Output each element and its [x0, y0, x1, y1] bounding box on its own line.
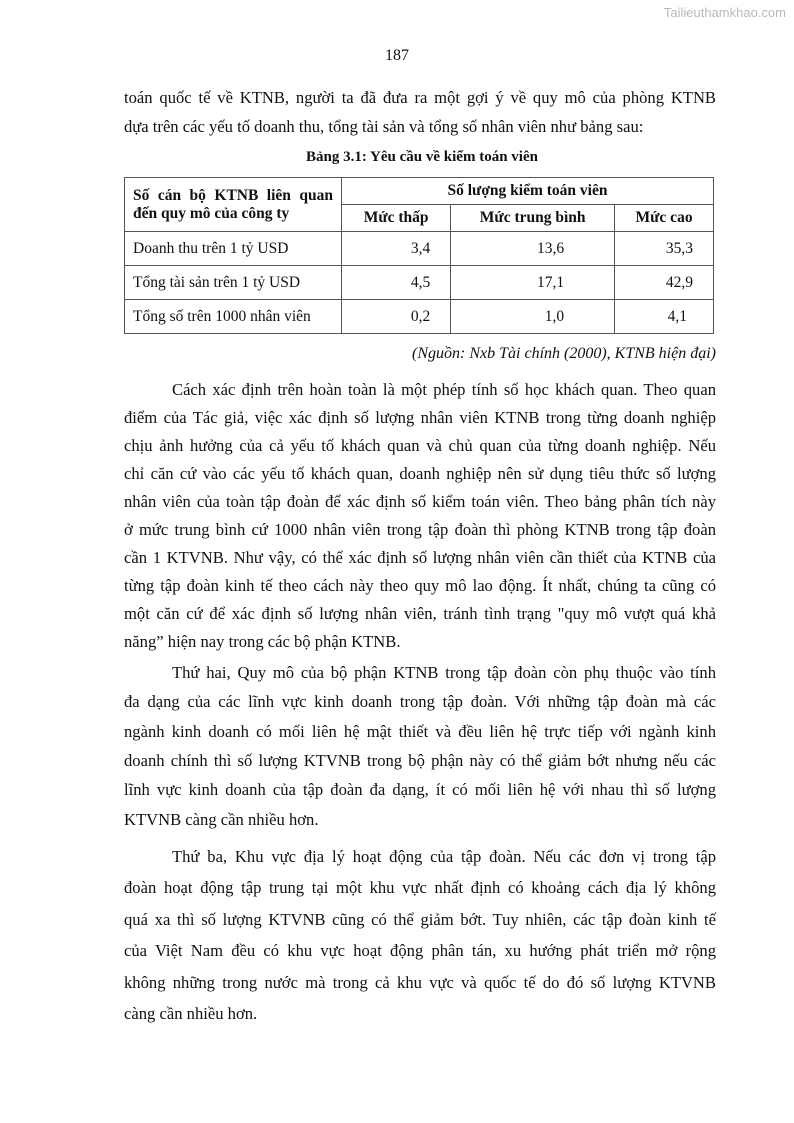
auditor-requirements-table: [124, 177, 714, 334]
text-line: chịu ảnh hưởng của cả yếu tố khách quan và chủ quan của từng doanh nghiệp. Nếu: [124, 436, 716, 455]
text-line: năng” hiện nay trong các bộ phận KTNB.: [124, 632, 401, 651]
cell: 13,6: [451, 232, 615, 266]
text-line: một căn cứ để xác định số lượng nhân viên, tránh tình trạng "quy mô vượt quá khả: [124, 604, 716, 623]
watermark: Tailieuthamkhao.com: [663, 5, 786, 20]
column-header: Mức trung bình: [451, 205, 615, 232]
text-line: đa dạng của các lĩnh vực kinh doanh trong tập đoàn. Với những tập đoàn mà các: [124, 692, 716, 712]
table-row: [125, 266, 714, 300]
row-label: Tổng tài sản trên 1 tỷ USD: [125, 266, 342, 300]
row-label: Doanh thu trên 1 tỷ USD: [125, 232, 342, 266]
text-line: ngành kinh doanh có mối liên hệ mật thiết và đều liên hệ trực tiếp với ngành kinh: [124, 721, 716, 741]
text-line: điểm của Tác giả, việc xác định số lượng nhân viên KTNB trong từng doanh nghiệp: [124, 408, 716, 427]
text-line: nhân viên của toàn tập đoàn để xác định số kiểm toán viên. Theo bảng phân tích này: [124, 492, 716, 511]
text-line: lĩnh vực kinh doanh của tập đoàn đa dạng, ít có mối liên hệ với nhau thì số lượng: [124, 780, 716, 800]
text-line: ở mức trung bình cứ 1000 nhân viên trong tập đoàn thì phòng KTNB trong tập đoàn: [124, 520, 716, 539]
column-header: Mức cao: [615, 205, 714, 232]
text-line: đoàn hoạt động tập trung tại một khu vực nhất định có khoảng cách địa lý không: [124, 878, 716, 898]
text-line: cần 1 KTVNB. Như vậy, có thể xác định số lượng nhân viên cần thiết của KTNB của: [124, 548, 716, 567]
text-line: Thứ ba, Khu vực địa lý hoạt động của tập đoàn. Nếu các đơn vị trong tập: [172, 847, 716, 866]
text-line: chỉ căn cứ vào các yếu tố khách quan, doanh nghiệp nên sử dụng tiêu thức số lượng: [124, 464, 716, 483]
column-header: Mức thấp: [342, 205, 451, 232]
text-line: doanh chính thì số lượng KTVNB trong bộ phận này có thể giảm bớt nhưng nếu các: [124, 750, 716, 770]
text-line: KTVNB càng cần nhiều hơn.: [124, 809, 319, 829]
text-line: toán quốc tế về KTNB, người ta đã đưa ra một gợi ý về quy mô của phòng KTNB: [124, 88, 716, 107]
row-label: Tổng số trên 1000 nhân viên: [125, 300, 342, 334]
text-line: càng cần nhiều hơn.: [124, 1004, 258, 1023]
row-header: Số cán bộ KTNB liên quan đến quy mô của công ty: [125, 178, 342, 232]
table-source: (Nguồn: Nxb Tài chính (2000), KTNB hiện đại): [412, 345, 716, 362]
text-line: từng tập đoàn kinh tế theo cách này theo quy mô lao động. Ít nhất, chúng ta cũng có: [124, 576, 716, 595]
text-line: không những trong nước mà trong cả khu vực và quốc tế do đó số lượng KTVNB: [124, 972, 716, 992]
table-row: [125, 232, 714, 266]
cell: 42,9: [615, 266, 714, 300]
cell: 4,1: [615, 300, 714, 334]
text-line: dựa trên các yếu tố doanh thu, tổng tài sản và tổng số nhân viên như bảng sau:: [124, 117, 644, 136]
cell: 4,5: [342, 266, 451, 300]
group-header: Số lượng kiểm toán viên: [342, 178, 714, 205]
table-row: [125, 300, 714, 334]
cell: 17,1: [451, 266, 615, 300]
table-caption: Bảng 3.1: Yêu cầu về kiểm toán viên: [306, 149, 538, 165]
cell: 3,4: [342, 232, 451, 266]
text-line: quá xa thì số lượng KTVNB cũng có thể giảm bớt. Tuy nhiên, các tập đoàn kinh tế: [124, 909, 716, 929]
cell: 1,0: [451, 300, 615, 334]
cell: 0,2: [342, 300, 451, 334]
cell: 35,3: [615, 232, 714, 266]
page-number: 187: [385, 47, 409, 64]
text-line: của Việt Nam đều có khu vực hoạt động phân tán, xu hướng phát triển mở rộng: [124, 941, 716, 961]
text-line: Thứ hai, Quy mô của bộ phận KTNB trong tập đoàn còn phụ thuộc vào tính: [172, 663, 716, 682]
text-line: Cách xác định trên hoàn toàn là một phép tính số học khách quan. Theo quan: [172, 380, 716, 399]
